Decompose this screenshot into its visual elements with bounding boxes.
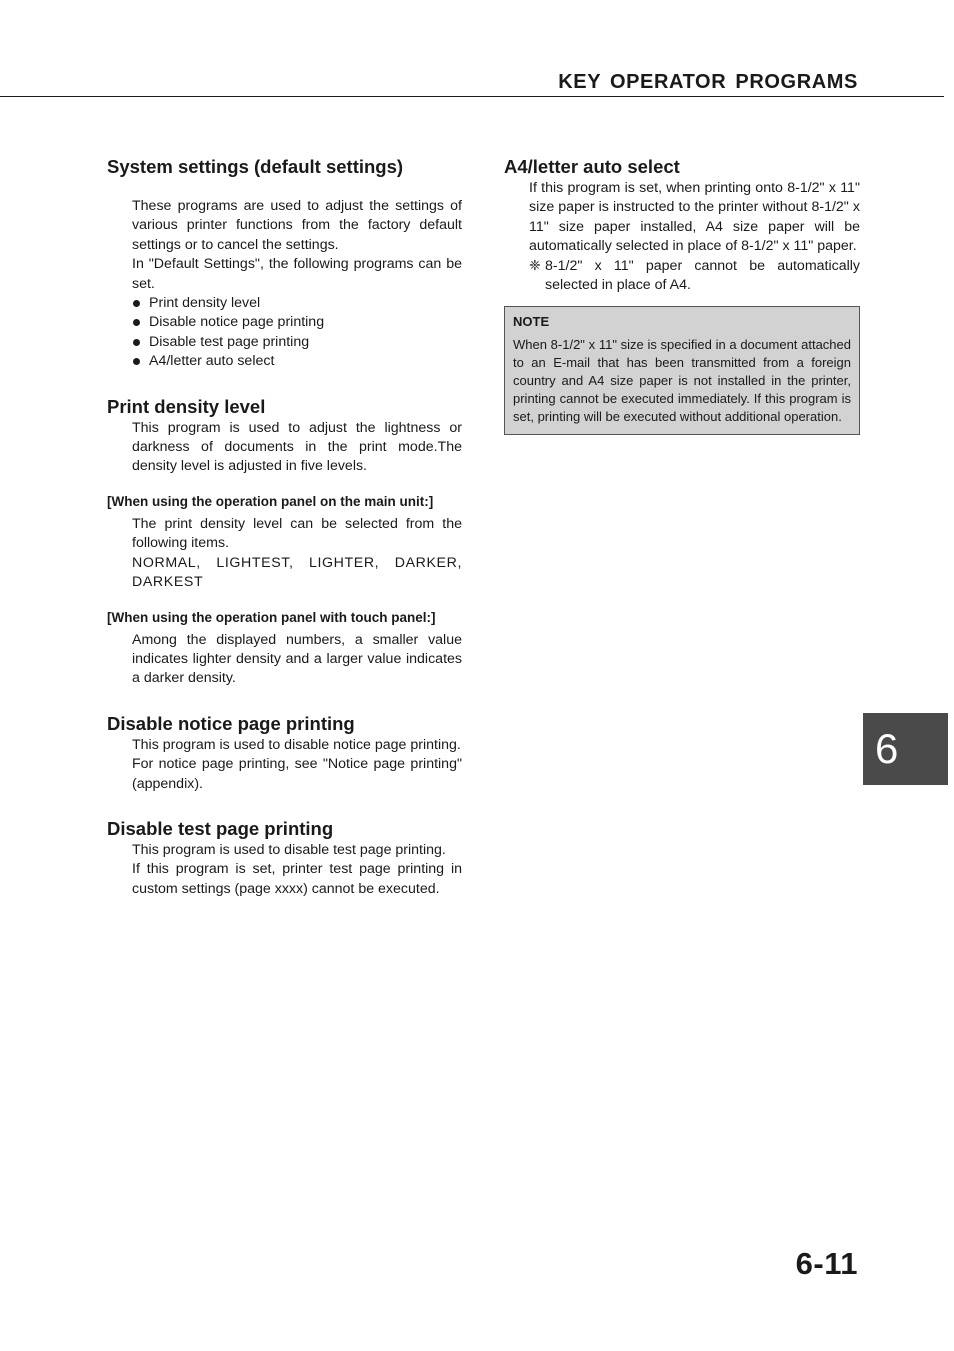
section-disable-test bbox=[107, 817, 462, 899]
note-label: NOTE bbox=[513, 314, 550, 330]
paragraph: If this program is set, when printing onto 8-1/2" x 11" size paper is instructed to the printer without 8-1/2" x 11" size paper installed, A4 size paper will be automatically selected in place of 8-1/2" x 11" paper. bbox=[529, 180, 860, 255]
left-column bbox=[107, 155, 462, 899]
section-body bbox=[107, 631, 462, 689]
chapter-tab: 6 bbox=[863, 713, 948, 785]
section-body bbox=[107, 419, 462, 477]
section-system-settings bbox=[107, 155, 462, 372]
paragraph: The print density level can be selected from the following items. bbox=[132, 515, 462, 552]
section-body bbox=[107, 841, 462, 899]
paragraph: NORMAL, LIGHTEST, LIGHTER, DARKER, DARKEST bbox=[132, 554, 462, 591]
section-heading: Disable test page printing bbox=[107, 817, 334, 839]
section-heading: Disable notice page printing bbox=[107, 712, 355, 734]
section-body bbox=[107, 515, 462, 593]
page-number: 6-11 bbox=[795, 1246, 858, 1281]
header-rule bbox=[0, 96, 944, 97]
paragraph: Among the displayed numbers, a smaller value indicates lighter density and a larger value indicates a darker density. bbox=[132, 631, 462, 687]
section-body bbox=[107, 197, 462, 372]
asterisk-note bbox=[529, 257, 860, 296]
list-item: A4/letter auto select bbox=[132, 352, 462, 371]
right-column bbox=[504, 155, 860, 435]
list-item: Print density level bbox=[132, 294, 462, 313]
subheading-touch-panel: [When using the operation panel with touch panel:] bbox=[107, 609, 436, 625]
paragraph: This program is used to disable test page printing. bbox=[132, 841, 446, 858]
section-body bbox=[504, 179, 860, 295]
asterisk-note-text: 8-1/2" x 11" paper cannot be automatically selected in place of A4. bbox=[545, 257, 860, 294]
running-header-title: KEY OPERATOR PROGRAMS bbox=[558, 71, 858, 93]
paragraph: If this program is set, printer test page printing in custom settings (page xxxx) cannot be executed. bbox=[132, 861, 462, 897]
note-box bbox=[504, 306, 860, 435]
section-a4-letter bbox=[504, 155, 860, 295]
list-item: Disable notice page printing bbox=[132, 313, 462, 332]
section-heading: Print density level bbox=[107, 395, 266, 417]
section-disable-notice bbox=[107, 712, 462, 794]
paragraph: In "Default Settings", the following programs can be set. bbox=[132, 256, 462, 292]
paragraph: For notice page printing, see "Notice page printing" (appendix). bbox=[132, 756, 462, 792]
note-text: When 8-1/2" x 11" size is specified in a document attached to an E-mail that has been transmitted from a foreign country and A4 size paper is not installed in the printer, printing cannot be executed immediately. If this program is set, printing will be executed without additional operation. bbox=[513, 337, 851, 425]
subheading-main-unit: [When using the operation panel on the main unit:] bbox=[107, 493, 434, 509]
bullet-list bbox=[132, 294, 462, 372]
list-item: Disable test page printing bbox=[132, 333, 462, 352]
section-body bbox=[107, 736, 462, 794]
paragraph: This program is used to disable notice page printing. bbox=[132, 736, 461, 753]
section-print-density bbox=[107, 395, 462, 689]
section-heading: System settings (default settings) bbox=[107, 156, 404, 177]
paragraph: These programs are used to adjust the settings of various printer functions from the factory default settings or to cancel the settings. bbox=[132, 198, 462, 253]
paragraph: This program is used to adjust the lightness or darkness of documents in the print mode.The density level is adjusted in five levels. bbox=[132, 419, 462, 475]
section-heading: A4/letter auto select bbox=[504, 156, 680, 177]
asterisk-icon: ❈ bbox=[529, 257, 541, 274]
